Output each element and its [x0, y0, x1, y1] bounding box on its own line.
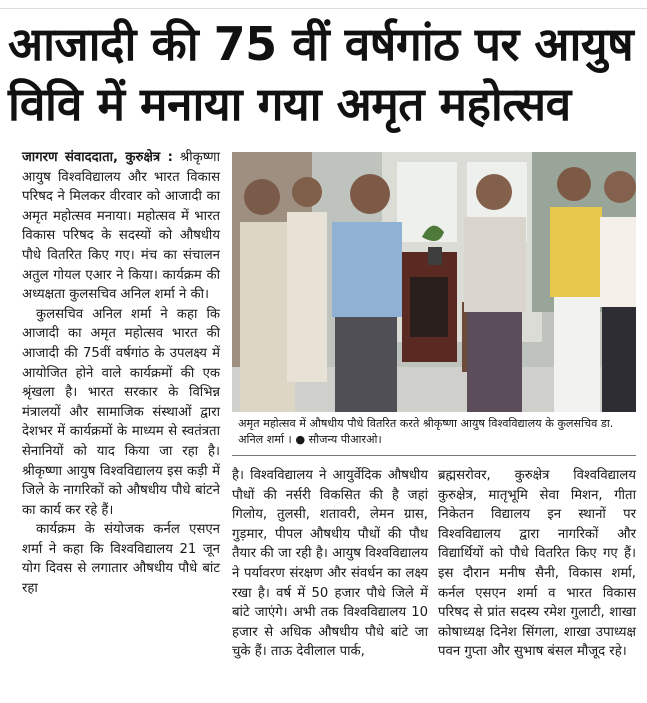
- article-column-3: [438, 466, 636, 662]
- headline-line-2: विवि में मनाया गया अमृत महोत्सव: [8, 77, 571, 131]
- headline-line-1: आजादी की 75 वीं वर्षगांठ पर आयुष: [8, 17, 634, 71]
- article-paragraph-2: कुलसचिव अनिल शर्मा ने कहा कि आजादी का अमृत महोत्सव भारत की आजादी की 75वीं वर्षगांठ के उपलक्ष्य में आयोजित होने वाले कार्यक्रमों की एक श्रृंखला है। भारत सरकार के विभिन्न मंत्रालयों और सामाजिक संस्थाओं द्वारा देशभर में कार्यक्रमों के माध्यम से स्वतंत्रता सेनानियों को याद किया जा रहा है। श्रीकृष्णा आयुष विश्वविद्यालय इस कड़ी में जिले के नागरिकों को औषधीय पौधे बांटने का कार्य कर रहे हैं।: [22, 306, 220, 518]
- news-photo-illustration: [232, 152, 636, 412]
- article-paragraph-1: [22, 148, 220, 305]
- dateline: जागरण संवाददाता, कुरुक्षेत्र :: [22, 150, 173, 165]
- article-column-2: [232, 466, 428, 662]
- paragraph-1-text: श्रीकृष्णा आयुष विश्वविद्यालय और भारत विकास परिषद ने मिलकर वीरवार को आजादी का अमृत महोत्सव मनाया। महोत्सव में भारत विकास परिषद के सदस्यों को औषधीय पौधे वितरित किए गए। मंच का संचालन अतुल गोयल एआर ने किया। कार्यक्रम की अध्यक्षता कुलसचिव अनिल शर्मा ने की।: [22, 150, 220, 303]
- article-column-1: [22, 148, 220, 599]
- news-photo: [232, 152, 636, 412]
- page-top-edge: [0, 0, 647, 9]
- headline: [8, 14, 640, 134]
- article-paragraph-3: कार्यक्रम के संयोजक कर्नल एसएन शर्मा ने कहा कि विश्वविद्यालय 21 जून योग दिवस से लगातार औषधीय पौधे बांट रहा: [22, 522, 220, 597]
- photo-caption: अमृत महोत्सव में औषधीय पौधे वितरित करते श्रीकृष्णा आयुष विश्वविद्यालय के कुलसचिव डा. अनिल शर्मा । ● सौजन्य पीआरओ।: [238, 417, 614, 446]
- column-2-text: है। विश्वविद्यालय ने आयुर्वेदिक औषधीय पौधों की नर्सरी विकसित की है जहां गिलोय, तुलसी, शतावरी, लेमन ग्रास, गुड़मार, पीपल औषधीय पौधों की पौध तैयार की जा रही है। आयुष विश्वविद्यालय ने पर्यावरण संरक्षण और संवर्धन का लक्ष्य रखा है। वर्ष में 50 हजार पौधे जिले में बांटे जाएंगे। अभी तक विश्वविद्यालय 10 हजार से अधिक औषधीय पौधे बांटे जा चुके हैं। ताऊ देवीलाल पार्क,: [232, 468, 428, 660]
- caption-divider: [232, 455, 636, 456]
- column-3-text: ब्रह्मसरोवर, कुरुक्षेत्र विश्वविद्यालय कुरुक्षेत्र, मातृभूमि सेवा मिशन, गीता निकेतन विद्यालय इन स्थानों पर विश्वविद्यालय द्वारा नागरिकों और विद्यार्थियों को पौधे वितरित किए गए हैं। इस दौरान मनीष सैनी, विकास शर्मा, कर्नल एसएन शर्मा व भारत विकास परिषद से प्रांत सदस्य रमेश गुलाटी, शाखा कोषाध्यक्ष दिनेश सिंगला, शाखा उपाध्यक्ष पवन गुप्ता और सुभाष बंसल मौजूद रहे।: [438, 468, 636, 660]
